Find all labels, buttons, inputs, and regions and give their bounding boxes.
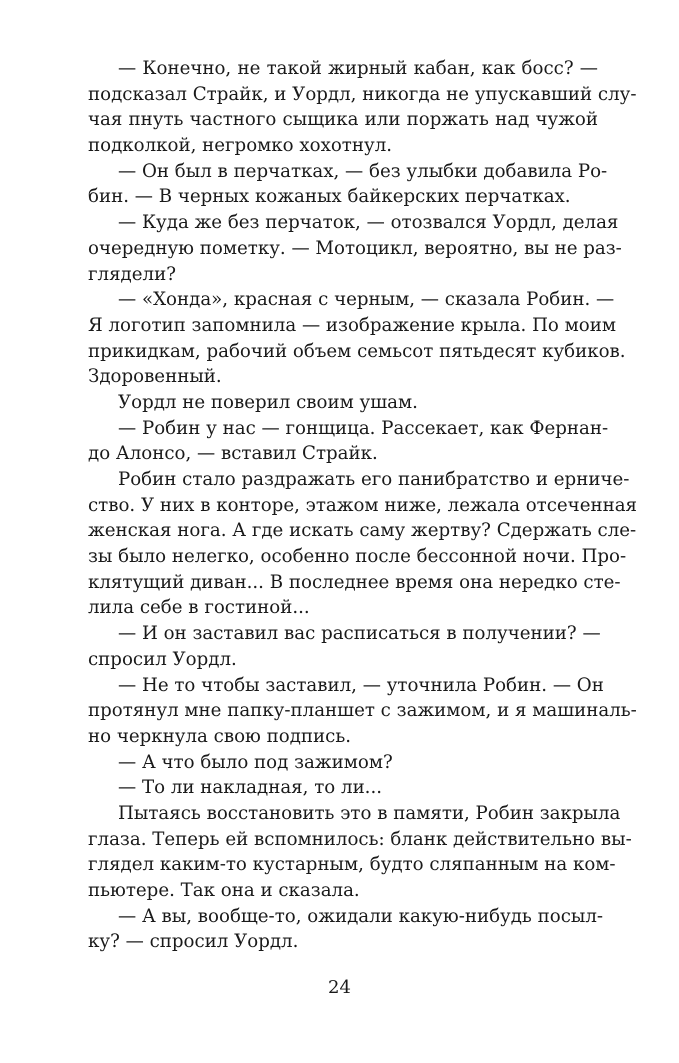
text-line: Здоровенный. [88, 366, 222, 388]
text-line: — А что было под зажимом? [118, 751, 393, 773]
text-line: до Алонсо, — вставил Страйк. [88, 443, 378, 465]
text-line: пьютере. Так она и сказала. [88, 880, 360, 901]
text-line: бин. — В черных кожаных байкерских перчатках. [88, 186, 571, 208]
text-line: глаза. Теперь ей вспомнилось: бланк действительно вы- [88, 828, 632, 850]
text-line: — То ли накладная, то ли... [118, 777, 383, 799]
text-line: — А вы, вообще-то, ожидали какую-нибудь посыл- [118, 905, 604, 927]
text-line: ку? — спросил Уордл. [88, 931, 299, 953]
text-line: Робин стало раздражать его панибратство и ерниче- [118, 469, 630, 490]
text-line: чая пнуть частного сыщика или поржать над чужой [88, 109, 598, 131]
text-line: Я логотип запомнила — изображение крыла. По моим [88, 314, 617, 336]
text-line: лила себе в гостиной... [88, 597, 310, 619]
text-line: клятущий диван... В последнее время она нередко сте- [88, 571, 621, 593]
text-line: — Куда же без перчаток, — отозвался Уордл, делая [118, 212, 619, 234]
text-line: Уордл не поверил своим ушам. [118, 391, 418, 413]
page-number: 24 [328, 977, 351, 998]
text-line: протянул мне папку-планшет с зажимом, и я машиналь- [88, 700, 637, 722]
text-line: — «Хонда», красная с черным, — сказала Робин. — [118, 289, 615, 311]
text-line: ство. У них в конторе, этажом ниже, лежала отсеченная [88, 494, 638, 516]
text-line: спросил Уордл. [88, 648, 237, 670]
text-line: подколкой, негромко хохотнул. [88, 135, 393, 157]
text-line: очередную пометку. — Мотоцикл, вероятно, вы не раз- [88, 237, 622, 259]
text-line: но черкнула свою подпись. [88, 725, 352, 747]
text-line: подсказал Страйк, и Уордл, никогда не упускавший слу- [88, 83, 637, 105]
text-line: глядел каким-то кустарным, будто сляпанным на ком- [88, 854, 616, 876]
text-line: глядели? [88, 263, 176, 285]
text-line: Пытаясь восстановить это в памяти, Робин закрыла [118, 802, 621, 824]
text-line: — Он был в перчатках, — без улыбки добавила Ро- [118, 160, 608, 182]
text-line: — Конечно, не такой жирный кабан, как босс? — [118, 58, 598, 79]
text-line: прикидкам, рабочий объем семьсот пятьдесят кубиков. [88, 340, 626, 362]
body-text [88, 56, 638, 955]
text-line: зы было нелегко, особенно после бессонной ночи. Про- [88, 546, 627, 568]
text-line: — Не то чтобы заставил, — уточнила Робин. — Он [118, 674, 604, 696]
text-line: — И он заставил вас расписаться в получении? — [118, 623, 601, 645]
text-line: женская нога. А где искать саму жертву? Сдержать сле- [88, 520, 637, 542]
text-line: — Робин у нас — гонщица. Рассекает, как Фернан- [118, 417, 609, 439]
